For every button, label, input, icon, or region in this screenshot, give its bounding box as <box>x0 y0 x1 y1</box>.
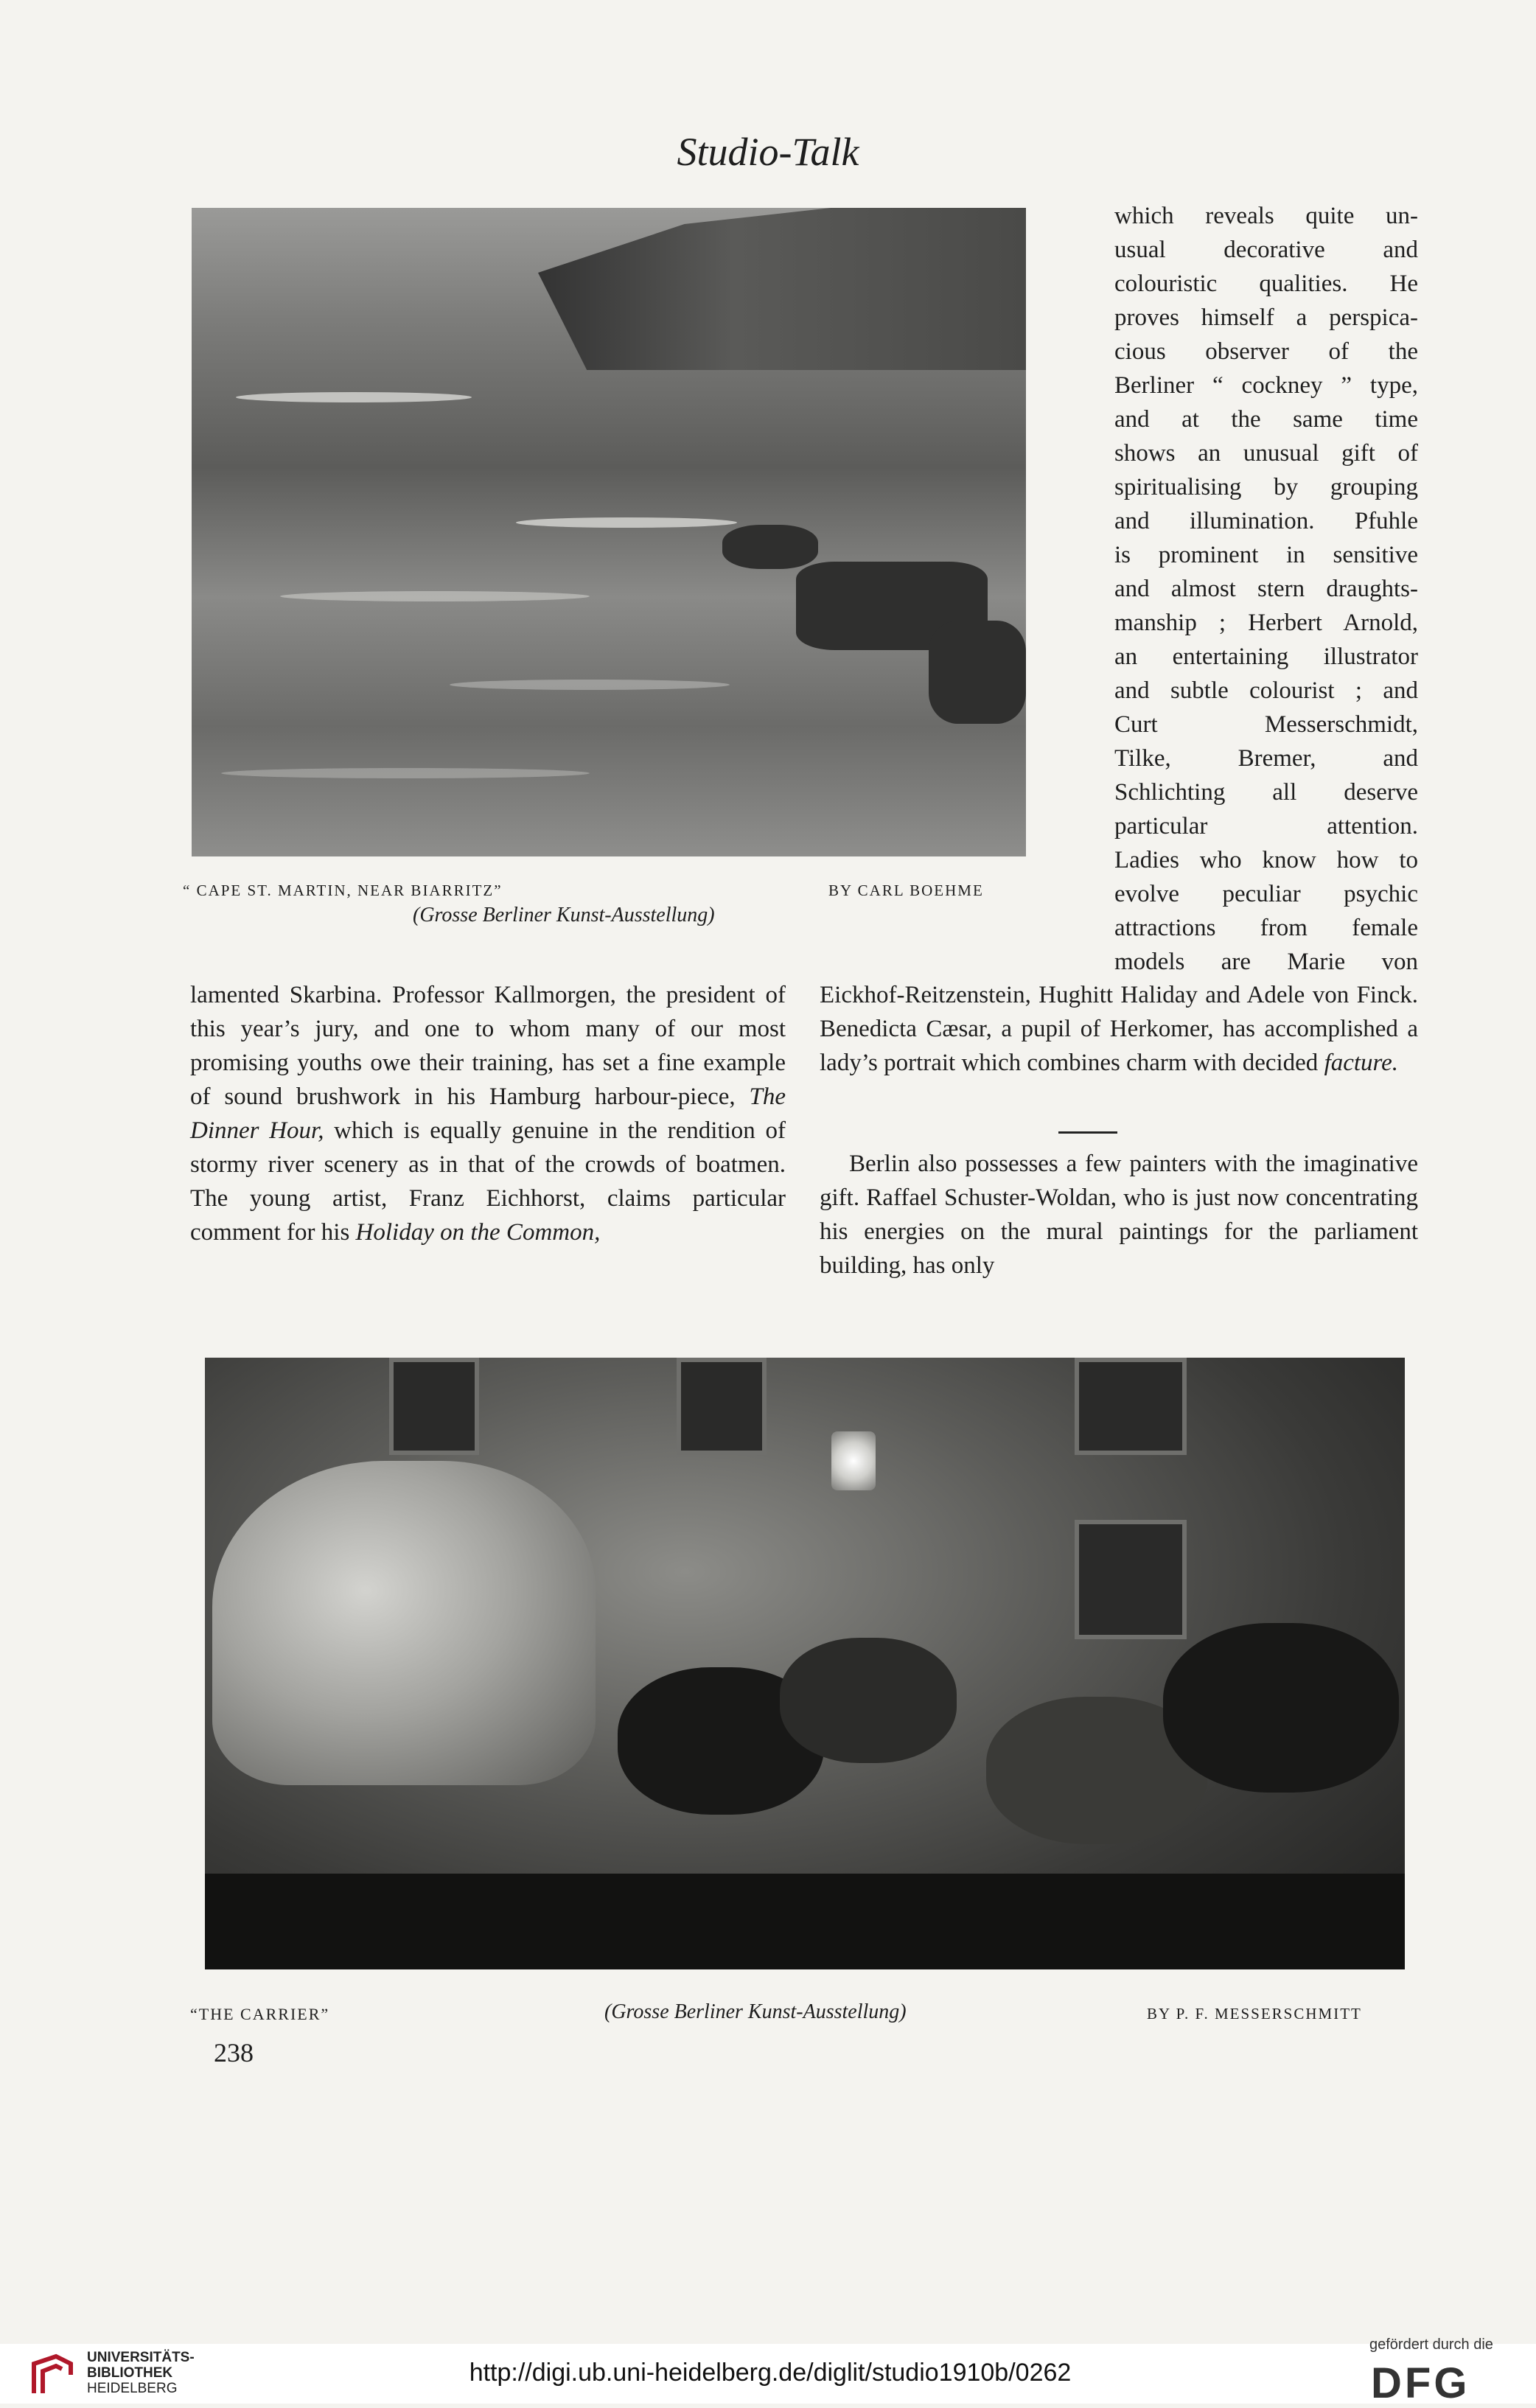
painting-wave <box>280 591 590 601</box>
right-column-line: models are Marie von <box>1114 949 1418 975</box>
right-narrow-column <box>1114 199 1418 979</box>
right-column-line: and almost stern draughts- <box>1114 576 1418 602</box>
logo-line: HEIDELBERG <box>87 2381 178 2396</box>
right-column-line: colouristic qualities. He <box>1114 271 1418 297</box>
painting-window <box>677 1358 767 1455</box>
left-column-paragraph <box>190 978 786 1249</box>
right-column-paragraph-2 <box>820 1147 1418 1282</box>
figure2-caption-artist: BY P. F. MESSERSCHMITT <box>1147 2005 1362 2023</box>
section-divider <box>1058 1131 1117 1134</box>
right-column-line: Ladies who know how to <box>1114 847 1418 873</box>
right-column-line: Tilke, Bremer, and <box>1114 745 1418 772</box>
left-text-part2: which is equally genuine in the rendition of stormy river scenery as in that of the crowds of boatmen. The young artist, Franz Eichhorst, claims particular comment for his <box>190 1117 786 1246</box>
painting-ground <box>205 1874 1405 1969</box>
figure2-caption-source: (Grosse Berliner Kunst-Ausstellung) <box>604 2000 907 2023</box>
right-column-line: Schlichting all deserve <box>1114 779 1418 806</box>
right-column-line: proves himself a perspica- <box>1114 304 1418 331</box>
holiday-common-title: Holiday on the Common, <box>355 1219 601 1246</box>
source-url-link[interactable]: http://digi.ub.uni-heidelberg.de/diglit/studio1910b/0262 <box>469 2359 1072 2387</box>
painting-wave <box>450 680 730 690</box>
right-paragraph2-text: Berlin also possesses a few painters with the imaginative gift. Raffael Schuster-Woldan, who is just now concentrating his energies on the mural paintings for the parliament building, has only <box>820 1151 1418 1279</box>
page-header-title: Studio-Talk <box>677 130 859 174</box>
right-column-line: evolve peculiar psychic <box>1114 881 1418 907</box>
painting-window <box>1075 1520 1187 1639</box>
painting-street-lamp <box>831 1431 876 1490</box>
painting-wave <box>236 392 472 402</box>
figure1-caption-title: “ CAPE ST. MARTIN, NEAR BIARRITZ” <box>183 882 503 899</box>
figure1-caption-source: (Grosse Berliner Kunst-Ausstellung) <box>413 904 715 926</box>
painting-wagon <box>212 1461 596 1785</box>
right-column-line: particular attention. <box>1114 813 1418 840</box>
right-column-line: and subtle colourist ; and <box>1114 677 1418 704</box>
painting-wave <box>516 517 737 528</box>
funding-note: gefördert durch die <box>1369 2337 1493 2353</box>
right-column-line: manship ; Herbert Arnold, <box>1114 610 1418 636</box>
painting-rock <box>929 621 1026 724</box>
painting-horse <box>780 1638 957 1763</box>
right-column-line: spiritualising by grouping <box>1114 474 1418 500</box>
right-paragraph1-text: Eickhof-Reitzenstein, Hughitt Haliday and Adele von Finck. Benedicta Cæsar, a pupil of Herkomer, has accomplished a lady’s portrait which combines charm with decided <box>820 982 1418 1076</box>
right-column-line: and at the same time <box>1114 406 1418 433</box>
figure2-caption-title: “THE CARRIER” <box>190 2005 330 2023</box>
dfg-logo: DFG <box>1371 2359 1470 2407</box>
right-column-line: Curt Messerschmidt, <box>1114 711 1418 738</box>
dinner-hour-title: The Dinner Hour, <box>190 1083 786 1144</box>
right-column-line: Berliner “ cockney ” type, <box>1114 372 1418 399</box>
facture-word: facture. <box>1324 1050 1399 1076</box>
right-column-line: usual decorative and <box>1114 237 1418 263</box>
logo-line: BIBLIOTHEK <box>87 2365 173 2381</box>
right-column-line: is prominent in sensitive <box>1114 542 1418 568</box>
painting-cliff <box>538 208 1026 370</box>
right-column-line: shows an unusual gift of <box>1114 440 1418 467</box>
right-column-line: which reveals quite un- <box>1114 203 1418 229</box>
right-column-paragraph-1 <box>820 978 1418 1080</box>
painting-window <box>389 1358 479 1455</box>
right-column-line: attractions from female <box>1114 915 1418 941</box>
page-number: 238 <box>214 2038 254 2067</box>
library-logo-text <box>87 2350 195 2396</box>
painting-window <box>1075 1358 1187 1455</box>
left-text-part1: lamented Skarbina. Professor Kallmorgen, the president of this year’s jury, and one to whom many of our most promising youths owe their training, has set a fine example of sound brushwork in his Hamburg harbour-piece, <box>190 982 786 1110</box>
painting-wave <box>221 768 590 778</box>
painting-rock <box>722 525 818 569</box>
right-column-line: an entertaining illustrator <box>1114 643 1418 670</box>
logo-line: UNIVERSITÄTS- <box>87 2350 195 2365</box>
painting-the-carrier <box>205 1358 1405 1969</box>
figure1-caption-artist: BY CARL BOEHME <box>828 882 984 899</box>
painting-horse <box>1163 1623 1399 1793</box>
painting-cape-st-martin <box>192 208 1026 856</box>
right-column-line: cious observer of the <box>1114 338 1418 365</box>
library-logo-icon <box>27 2353 78 2397</box>
right-column-line: and illumination. Pfuhle <box>1114 508 1418 534</box>
